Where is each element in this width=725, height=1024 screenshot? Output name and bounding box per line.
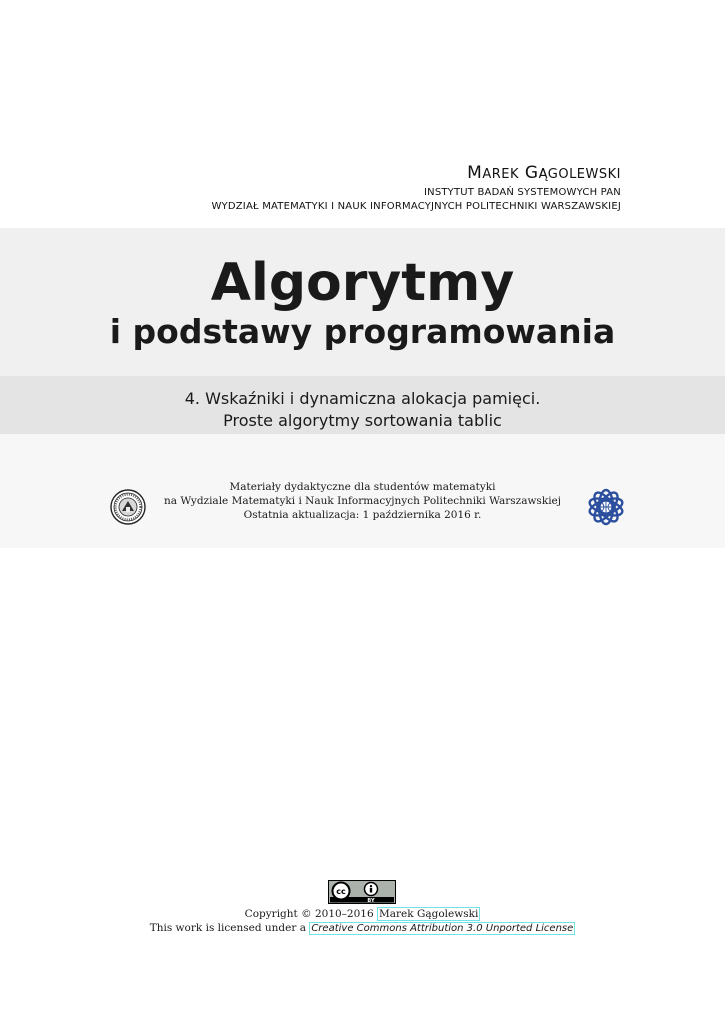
info-line-updated: Ostatnia aktualizacja: 1 października 2016 r. <box>243 509 482 521</box>
copyright-symbol: © <box>301 908 312 920</box>
license-line: This work is licensed under a Creative Commons Attribution 3.0 Unported License <box>149 922 574 934</box>
cc-badge-label: cc <box>336 887 346 896</box>
document-subtitle: i podstawy programowania <box>109 312 616 351</box>
author-name: MAREK GĄGOLEWSKI <box>467 163 621 183</box>
copyright-line: Copyright © 2010–2016 Marek Gągolewski <box>244 908 479 920</box>
lecture-band <box>0 376 725 434</box>
info-line-audience: Materiały dydaktyczne dla studentów matematyki <box>229 481 496 493</box>
by-badge-label: BY <box>367 898 375 904</box>
info-line-faculty: na Wydziale Matematyki i Nauk Informacyjnych Politechniki Warszawskiej <box>163 495 562 507</box>
author-block <box>211 162 621 214</box>
author-institute: INSTYTUT BADAŃ SYSTEMOWYCH PAN <box>423 187 621 198</box>
info-band <box>0 434 725 548</box>
lecture-title-line-2: Proste algorytmy sortowania tablic <box>223 411 502 430</box>
lecture-title-line-1: 4. Wskaźniki i dynamiczna alokacja pamięci. <box>184 389 541 408</box>
license-link[interactable]: Creative Commons Attribution 3.0 Unported License <box>311 923 574 934</box>
cc-by-badge-icon <box>328 880 396 904</box>
author-faculty: WYDZIAŁ MATEMATYKI I NAUK INFORMACYJNYCH POLITECHNIKI WARSZAWSKIEJ <box>211 201 621 212</box>
faculty-logo-icon <box>587 488 625 526</box>
author-link[interactable]: Marek Gągolewski <box>379 908 479 920</box>
document-title: Algorytmy <box>210 253 515 313</box>
title-band <box>0 228 725 376</box>
